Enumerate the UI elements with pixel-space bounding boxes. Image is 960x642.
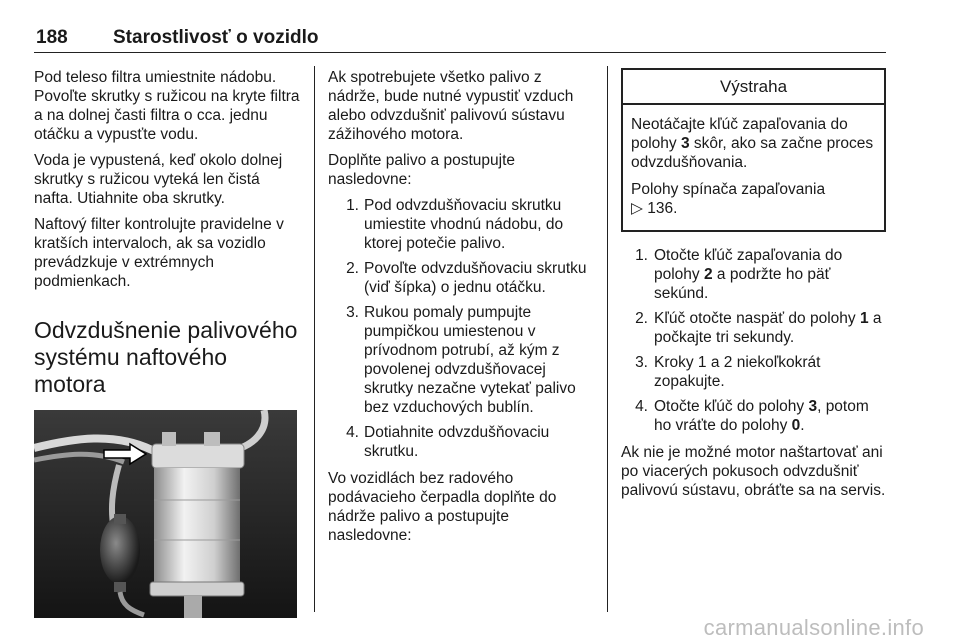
column-1 <box>34 68 302 618</box>
step-text: Povoľte odvzdušňovaciu skrutku (viď šípka) o jednu otáčku. <box>364 260 587 296</box>
step-number: 3. <box>346 304 359 321</box>
column-divider <box>314 66 315 612</box>
warning-reference <box>631 180 876 218</box>
paragraph: Voda je vypustená, keď okolo dolnej skrutky s ružicou vyteká len čistá nafta. Utiahnite oba skrutky. <box>34 152 283 207</box>
step-number: 1. <box>635 247 648 264</box>
step-number: 2. <box>635 310 648 327</box>
list-item <box>628 246 886 303</box>
paragraph: Naftový filter kontrolujte pravidelne v kratších intervaloch, ak sa vozidlo prevádzkuje v extrémnych podmienkach. <box>34 216 284 290</box>
step-number: 1. <box>346 197 359 214</box>
text-run: Neotáčajte kľúč zapaľovania do polohy <box>631 116 848 152</box>
reference-link[interactable]: 136. <box>647 200 678 217</box>
text-run: a počkajte tri sekundy. <box>654 310 882 346</box>
steps-list <box>628 246 886 435</box>
list-item: 4. Otočte kľúč do polohy 3, potom ho vráťte do polohy 0. <box>628 397 886 435</box>
bold-position: 3 <box>808 398 818 415</box>
list-item <box>628 309 886 347</box>
paragraph: Ak spotrebujete všetko palivo z nádrže, bude nutné vypustiť vzduch alebo odvzdušniť palivovú sústavu zážihového motora. <box>328 69 574 143</box>
column-divider <box>607 66 608 612</box>
watermark-text: carmanualsonline.info <box>703 615 924 640</box>
paragraph: Vo vozidlách bez radového podávacieho čerpadla doplňte do nádrže palivo a postupujte nasledovne: <box>328 470 557 544</box>
warning-box <box>621 68 886 232</box>
text-run: Otočte kľúč zapaľovania do polohy <box>654 247 843 283</box>
page-number: 188 <box>36 27 68 48</box>
paragraph: Doplňte palivo a postupujte nasledovne: <box>328 152 515 188</box>
section-heading: Odvzdušnenie palivového systému naftového motora <box>34 317 298 397</box>
list-item <box>339 303 590 417</box>
paragraph: Pod teleso filtra umiestnite nádobu. Povoľte skrutky s ružicou na kryte filtra a na dolnej časti filtra o cca. jednu otáčku a vypusťte vodu. <box>34 69 300 143</box>
fuel-filter-illustration <box>34 410 297 618</box>
step-text: Dotiahnite odvzdušňovaciu skrutku. <box>364 424 550 460</box>
column-2 <box>328 68 590 552</box>
bold-position: 2 <box>703 266 713 283</box>
step-number: 2. <box>346 260 359 277</box>
page-header <box>34 28 886 53</box>
bold-position: 0 <box>791 417 801 434</box>
reference-arrow-icon: ▷ <box>631 200 643 217</box>
list-item <box>339 423 590 461</box>
steps-list <box>339 196 590 461</box>
text-run: Otočte kľúč do polohy <box>654 398 809 415</box>
watermark <box>0 615 960 641</box>
text-run: skôr, ako sa začne proces odvzdušňovania. <box>631 135 874 171</box>
warning-text <box>631 115 876 172</box>
text-run: , potom ho vráťte do polohy <box>654 398 869 434</box>
page-title: Starostlivosť o vozidlo <box>113 27 319 48</box>
bold-position: 3 <box>680 135 690 152</box>
list-item <box>628 353 886 391</box>
step-number: 4. <box>346 424 359 441</box>
step-text: Pod odvzdušňovaciu skrutku umiestite vhodnú nádobu, do ktorej potečie palivo. <box>364 197 564 252</box>
text-run: Kľúč otočte naspäť do polohy <box>654 310 860 327</box>
text-run: Kroky 1 a 2 niekoľkokrát zopakujte. <box>654 354 821 390</box>
column-3 <box>621 68 886 507</box>
warning-body <box>623 105 884 230</box>
step-number: 3. <box>635 354 648 371</box>
warning-title: Výstraha <box>623 70 884 105</box>
list-item <box>339 196 590 253</box>
step-number: 4. <box>635 398 648 415</box>
bold-position: 1 <box>859 310 869 327</box>
text-run: Polohy spínača zapaľovania <box>631 181 826 198</box>
list-item <box>339 259 590 297</box>
step-text: Rukou pomaly pumpujte pumpičkou umiestenou v prívodnom potrubí, až kým z povolenej odvzdušňovacej skrutky nezačne vytekať palivo bez vzduchových bublín. <box>364 304 576 416</box>
paragraph: Ak nie je možné motor naštartovať ani po viacerých pokusoch odvzdušniť palivovú sústavu, obráťte sa na servis. <box>621 444 886 499</box>
text-run: a podržte ho päť sekúnd. <box>654 266 831 302</box>
